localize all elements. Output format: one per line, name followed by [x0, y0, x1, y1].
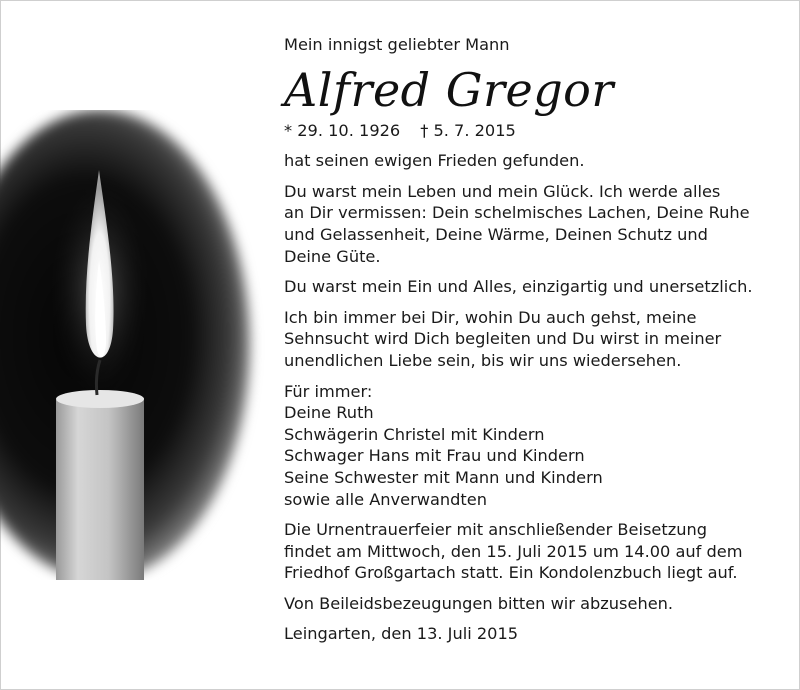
mourner-item: Seine Schwester mit Mann und Kindern [284, 467, 603, 487]
paragraph-peace [284, 150, 784, 172]
text-line: Leingarten, den 13. Juli 2015 [284, 624, 519, 644]
text-line: Sehnsucht wird Dich begleiten und Du wirst in meiner [284, 329, 722, 349]
text-line: Deine Güte. [284, 246, 381, 266]
text-line: Von Beileidsbezeugungen bitten wir abzusehen. [284, 593, 674, 613]
deceased-name: Alfred Gregor [284, 62, 614, 117]
candle-icon [0, 110, 270, 580]
text-line: findet am Mittwoch, den 15. Juli 2015 um 14.00 auf dem [284, 541, 743, 561]
intro-line: Mein innigst geliebter Mann [284, 35, 510, 54]
text-line: und Gelassenheit, Deine Wärme, Deinen Schutz und [284, 224, 708, 244]
mourner-item: Schwägerin Christel mit Kindern [284, 424, 545, 444]
paragraph-ceremony [284, 519, 784, 584]
text-line: Du warst mein Leben und mein Glück. Ich werde alles [284, 181, 721, 201]
text-line: Du warst mein Ein und Alles, einzigartig und unersetzlich. [284, 277, 753, 297]
text-line: an Dir vermissen: Dein schelmisches Lachen, Deine Ruhe [284, 203, 750, 223]
paragraph-always [284, 307, 784, 372]
mourner-item: Schwager Hans mit Frau und Kindern [284, 446, 585, 466]
text-line: hat seinen ewigen Frieden gefunden. [284, 151, 585, 171]
mourner-item: Deine Ruth [284, 403, 374, 423]
candle-image [0, 110, 270, 580]
text-line: Friedhof Großgartach statt. Ein Kondolenzbuch liegt auf. [284, 563, 738, 583]
place-date [284, 623, 784, 645]
text-line: Die Urnentrauerfeier mit anschließender Beisetzung [284, 520, 708, 540]
mourners-heading: Für immer: [284, 381, 373, 401]
obituary-text [284, 34, 784, 645]
birth-date: * 29. 10. 1926 [284, 120, 401, 140]
paragraph-everything [284, 276, 784, 298]
paragraph-condolences [284, 593, 784, 615]
text-line: Ich bin immer bei Dir, wohin Du auch gehst, meine [284, 307, 697, 327]
mourners-list [284, 381, 784, 511]
text-line: unendlichen Liebe sein, bis wir uns wiedersehen. [284, 350, 682, 370]
paragraph-life [284, 181, 784, 267]
death-date: † 5. 7. 2015 [420, 120, 516, 140]
mourner-item: sowie alle Anverwandten [284, 489, 487, 509]
life-dates [284, 120, 784, 142]
